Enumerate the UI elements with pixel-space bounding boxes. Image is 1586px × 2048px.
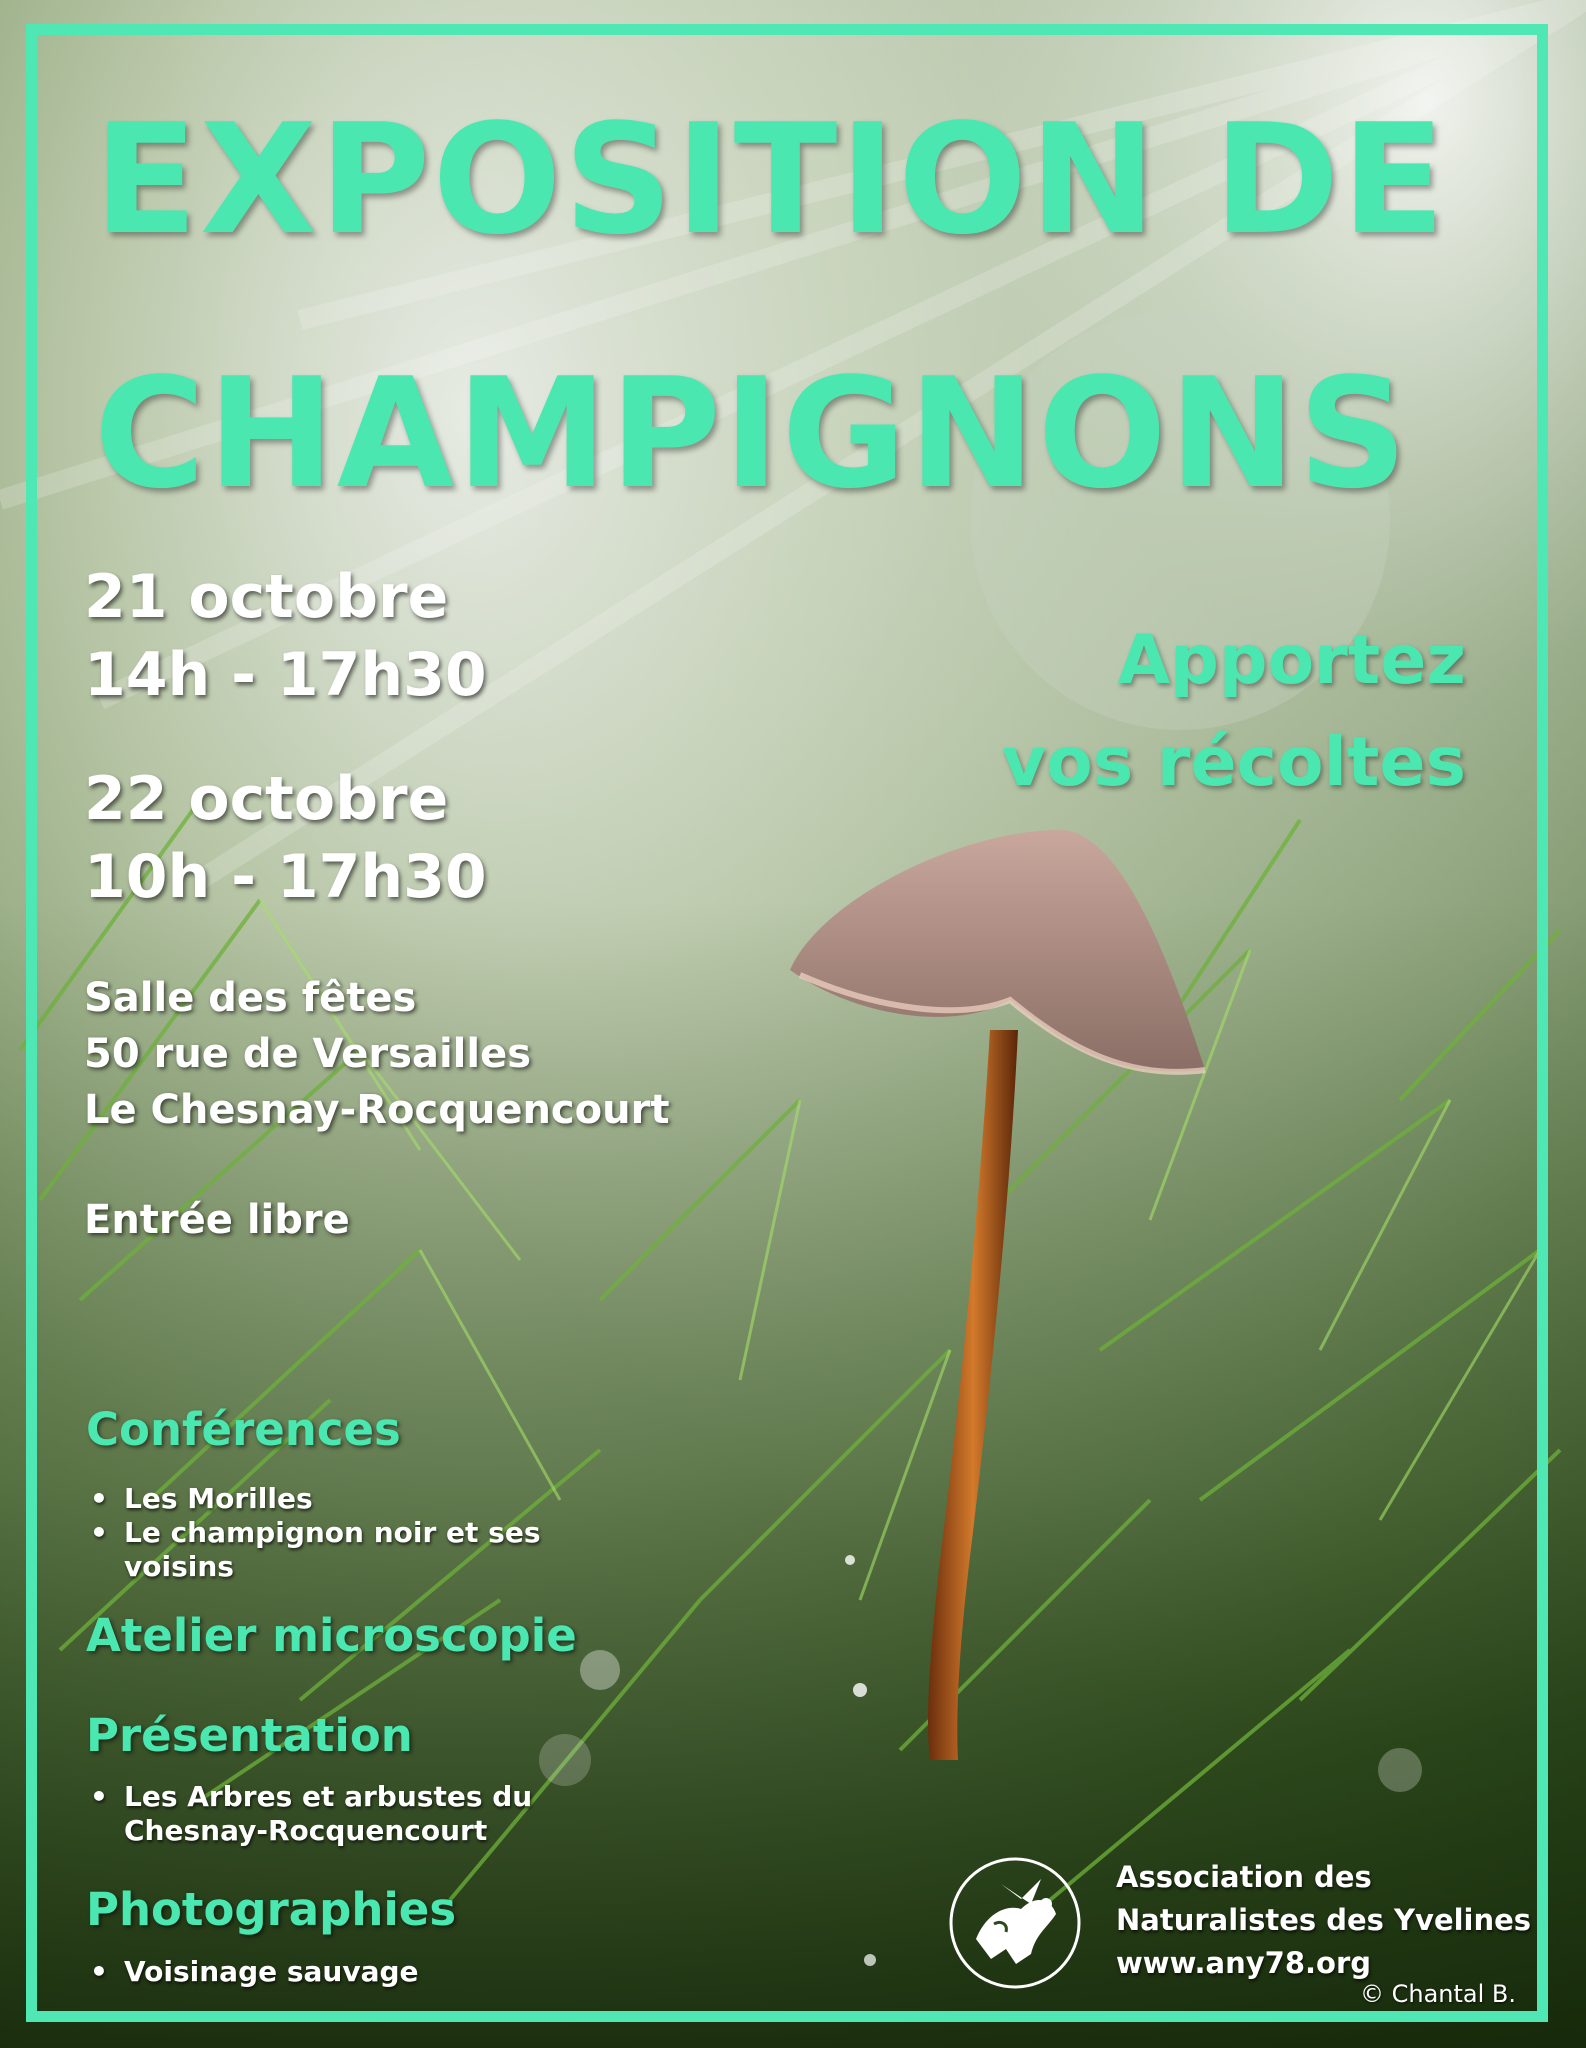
bullet-icon: • [90,1780,108,1813]
list-item: • Les Arbres et arbustes du Chesnay-Rocquencourt [90,1780,533,1847]
list-item: • Le champignon noir et ses voisins [90,1516,541,1583]
association-info [1116,1856,1531,1985]
schedule-hours-2: 10h - 17h30 [84,842,487,912]
schedule-date-2: 22 octobre [84,764,449,834]
venue-street: 50 rue de Versailles [84,1031,532,1077]
venue-address [84,970,669,1138]
bullet-icon: • [90,1955,108,1988]
microscopy-heading: Atelier microscopie [86,1609,577,1662]
schedule-date-1: 21 octobre [84,562,449,632]
conferences-heading: Conférences [86,1403,401,1456]
association-logo-icon [946,1854,1084,1992]
title-line-1: EXPOSITION DE [94,91,1448,268]
photos-heading: Photographies [86,1883,457,1936]
venue-city: Le Chesnay-Rocquencourt [84,1087,670,1133]
association-name-line-1: Association des [1116,1860,1372,1894]
schedule-hours-1: 14h - 17h30 [84,640,487,710]
association-website: www.any78.org [1116,1946,1372,1980]
entry-free: Entrée libre [84,1197,350,1243]
schedule-day-1 [84,558,487,714]
presentation-list [86,1780,566,1848]
bullet-icon: • [90,1516,108,1549]
venue-name: Salle des fêtes [84,975,417,1021]
title-line-2: CHAMPIGNONS [94,345,1410,522]
call-to-action-line-1: Apportez [1117,621,1466,700]
bullet-icon: • [90,1482,108,1515]
presentation-heading: Présentation [86,1709,413,1762]
list-item: • Voisinage sauvage [90,1955,419,1988]
call-to-action [1002,610,1466,814]
photos-list [86,1955,566,1989]
conferences-list [86,1482,566,1584]
schedule-day-2 [84,760,487,916]
photo-credit: © Chantal B. [1360,1980,1517,2008]
list-item: • Les Morilles [90,1482,313,1515]
call-to-action-line-2: vos récoltes [1001,723,1466,802]
association-name-line-2: Naturalistes des Yvelines [1116,1903,1532,1937]
